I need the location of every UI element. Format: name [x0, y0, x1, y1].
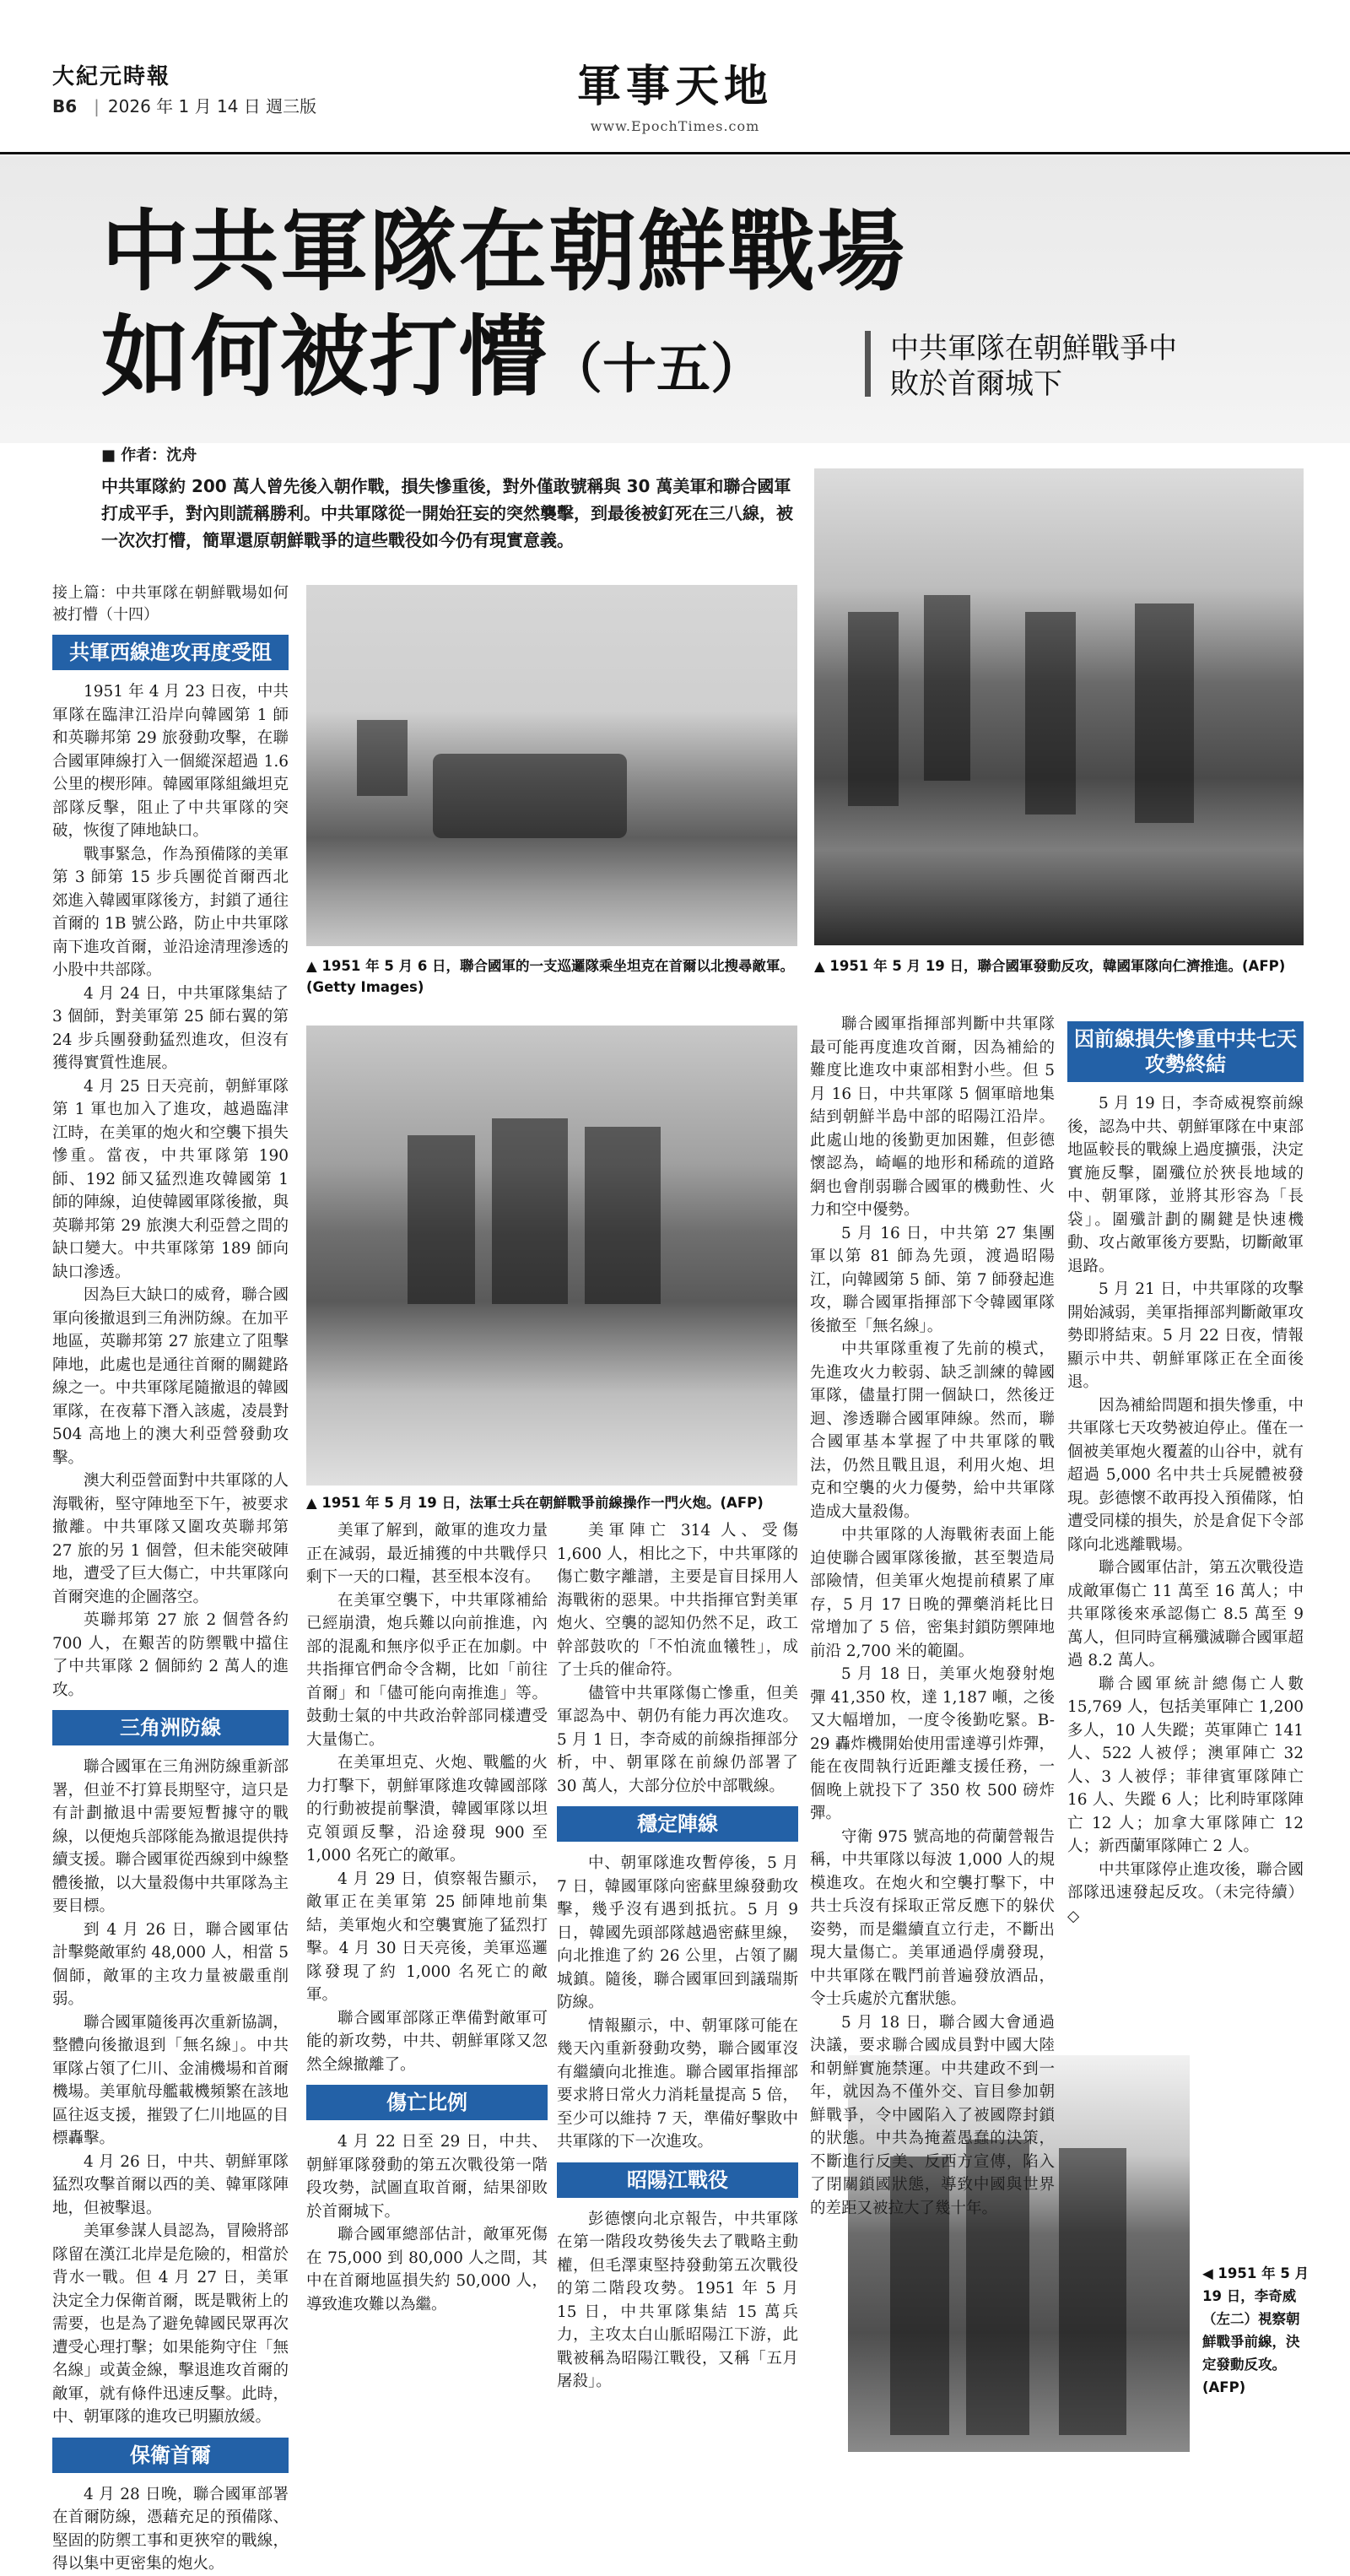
section-heading: 三角洲防線: [52, 1710, 289, 1745]
caption-tank-patrol: ▲ 1951 年 5 月 6 日，聯合國軍的一支巡邏隊乘坐坦克在首爾以北搜尋敵軍。(Getty Images): [306, 958, 795, 995]
paragraph: 英聯邦第 27 旅 2 個營各約 700 人，在艱苦的防禦戰中擋住了中共軍隊 2 個師約 2 萬人的進攻。: [52, 1611, 289, 1699]
paragraph: 4 月 28 日晚，聯合國軍部署在首爾防線，憑藉充足的預備隊、堅固的防禦工事和更狹窄的戰線，得以集中更密集的炮火。: [52, 2485, 289, 2573]
paragraph: 守衛 975 號高地的荷蘭營報告稱，中共軍隊以每波 1,000 人的規模進攻。在炮火和空襲打擊下，中共士兵沒有採取正常反應下的躲伏姿勢，而是繼續直立行走，不斷出現大量傷亡。美軍通過俘虜發現，中共軍隊在戰鬥前普遍發放酒品，令士兵處於亢奮狀態。: [810, 1827, 1055, 2008]
paragraph: 聯合國軍統計總傷亡人數 15,769 人，包括美軍陣亡 1,200 多人，10 人失蹤；英軍陣亡 141 人、522 人被俘；澳軍陣亡 32 人、3 人被俘；菲律賓軍隊陣亡 16 人、失蹤 6 人；比利時軍隊陣亡 12 人；加拿大軍隊陣亡 12 人；新西蘭軍隊陣亡 2 人。: [1067, 1675, 1304, 1855]
section-heading: 傷亡比例: [306, 2085, 548, 2120]
column-5: [1067, 1013, 1304, 1928]
paragraph: 4 月 29 日，偵察報告顯示，敵軍正在美軍第 25 師陣地前集結，美軍炮火和空襲實施了猛烈打擊。4 月 30 日天亮後，美軍巡邏隊發現了約 1,000 名死亡的敵軍。: [306, 1870, 548, 2004]
section-heading: 保衛首爾: [52, 2438, 289, 2473]
installment-number: （十五）: [548, 338, 765, 401]
paragraph: 中共軍隊的人海戰術表面上能迫使聯合國軍隊後撤，甚至製造局部險情，但美軍火炮提前積累了庫存，5 月 17 日晚的彈藥消耗比日常增加了 5 倍，密集封鎖防禦陣地前沿 2,700 米的範圍。: [810, 1526, 1055, 1660]
paragraph: 4 月 25 日天亮前，朝鮮軍隊第 1 軍也加入了進攻，越過臨津江時，在美軍的炮火和空襲下損失慘重。當夜，中共軍隊第 190 師、192 師又猛烈進攻韓國第 1 師的陣線，迫使韓國軍隊後撤，與英聯邦第 29 旅澳大利亞營之間的缺口變大。中共軍隊第 189 師向缺口滲透。: [52, 1077, 289, 1281]
paragraph: 5 月 18 日，聯合國大會通過決議，要求聯合國成員對中國大陸和朝鮮實施禁運。中共建政不到一年，就因為不僅外交、盲目參加朝鮮戰爭，令中國陷入了被國際封鎖的狀態。中共為掩蓋愚蠢的決策，不斷進行反美、反西方宣傳，陷入了閉關鎖國狀態，導致中國與世界的差距又被拉大了幾十年。: [810, 2013, 1055, 2217]
paragraph: 聯合國軍總部估計，敵軍死傷在 75,000 到 80,000 人之間，其中在首爾地區損失約 50,000 人，導致進攻難以為繼。: [306, 2226, 548, 2314]
paragraph: 在美軍坦克、火炮、戰艦的火力打擊下，朝鮮軍隊進攻韓國部隊的行動被提前擊潰，韓國軍隊以坦克領頭反擊，沿途發現 900 至 1,000 名死亡的敵軍。: [306, 1754, 548, 1864]
paragraph: 5 月 21 日，中共軍隊的攻擊開始減弱，美軍指揮部判斷敵軍攻勢即將結束。5 月 22 日夜，情報顯示中共、朝鮮軍隊正在全面後退。: [1067, 1280, 1304, 1391]
section-heading: 昭陽江戰役: [557, 2162, 798, 2198]
headline-line-2: [101, 304, 906, 422]
headline-line-2-text: 如何被打懵: [101, 305, 549, 409]
paragraph: 美軍參謀人員認為，冒險將部隊留在漢江北岸是危險的，相當於背水一戰。但 4 月 27 日，美軍決定全力保衛首爾，既是戰術上的需要，也是為了避免韓國民眾再次遭受心理打擊；如果能夠守住「無名線」或黃金線，擊退進攻首爾的敵軍，就有條件迅速反擊。此時，中、朝軍隊的進攻已明顯放緩。: [52, 2222, 289, 2426]
subhead-accent-bar: [865, 331, 871, 397]
lead-paragraph: 中共軍隊約 200 萬人曾先後入朝作戰，損失慘重後，對外僅敢號稱與 30 萬美軍和聯合國軍打成平手，對內則謊稱勝利。中共軍隊從一開始狂妄的突然襲擊，到最後被釘死在三八線，被一次次打懵，簡單還原朝鮮戰爭的這些戰役如今仍有現實意義。: [101, 476, 793, 550]
column-1: [52, 582, 289, 2576]
paragraph: 中、朝軍隊進攻暫停後，5 月 7 日，韓國軍隊向密蘇里線發動攻擊，幾乎沒有遇到抵抗。5 月 9 日，韓國先頭部隊越過密蘇里線，向北推進了約 26 公里，占領了關城鎮。隨後，聯合國軍回到議瑞斯防線。: [557, 1854, 798, 2011]
photo-troops-marching: [814, 468, 1304, 945]
section-heading: 共軍西線進攻再度受阻: [52, 635, 289, 670]
caption-ridgway-officers: ◀ 1951 年 5 月 19 日，李奇威（左二）視察朝鮮戰爭前線，決定發動反攻。(AFP): [1202, 2265, 1310, 2395]
section-title: 軍事天地: [576, 62, 773, 112]
separator: |: [94, 96, 100, 116]
paragraph: 美軍了解到，敵軍的進攻力量正在減弱，最近捕獲的中共戰俘只剩下一天的口糧，甚至根本沒有。: [306, 1522, 548, 1586]
paragraph: 情報顯示，中、朝軍隊可能在幾天內重新發動攻勢，聯合國軍沒有繼續向北推進。聯合國軍指揮部要求將日常火力消耗量提高 5 倍，至少可以維持 7 天，準備好擊敗中共軍隊的下一次進攻。: [557, 2016, 798, 2151]
author-byline: ■ 作者：沈舟: [101, 446, 197, 464]
paragraph: 到 4 月 26 日，聯合國軍估計擊斃敵軍約 48,000 人，相當 5 個師，敵軍的主攻力量被嚴重削弱。: [52, 1920, 289, 2008]
paragraph: 1951 年 4 月 23 日夜，中共軍隊在臨津江沿岸向韓國第 1 師和英聯邦第 29 旅發動攻擊，在聯合國軍陣線打入一個縱深超過 1.6 公里的楔形陣。韓國軍隊組織坦克部隊反擊，阻止了中共軍隊的突破，恢復了陣地缺口。: [52, 683, 289, 840]
paragraph: 戰事緊急，作為預備隊的美軍第 3 師第 15 步兵團從首爾西北郊進入韓國軍隊後方，封鎖了通往首爾的 1B 號公路，防止中共軍隊南下進攻首爾，並沿途清理滲透的小股中共部隊。: [52, 845, 289, 979]
paragraph: 儘管中共軍隊傷亡慘重，但美軍認為中、朝仍有能力再次進攻。5 月 1 日，李奇威的前線指揮部分析，中、朝軍隊在前線仍部署了 30 萬人，大部分位於中部戰線。: [557, 1684, 798, 1795]
newspaper-logo: 大紀元時報: [52, 64, 171, 89]
headline-line-1: 中共軍隊在朝鮮戰場: [101, 199, 907, 303]
photo-tank-patrol: [306, 585, 797, 946]
paragraph: 聯合國軍部隊正準備對敵軍可能的新攻勢，中共、朝鮮軍隊又忽然全線撤離了。: [306, 2009, 548, 2074]
issue-date: 2026 年 1 月 14 日 週三版: [107, 96, 317, 116]
paragraph: 聯合國軍估計，第五次戰役造成敵軍傷亡 11 萬至 16 萬人；中共軍隊後來承認傷亡 8.5 萬至 9 萬人，但同時宣稱殲滅聯合國軍超過 8.2 萬人。: [1067, 1559, 1304, 1670]
paragraph: 4 月 24 日，中共軍隊集結了 3 個師，對美軍第 25 師右翼的第 24 步兵團發動猛烈進攻，但沒有獲得實質性進展。: [52, 984, 289, 1072]
paragraph: 5 月 18 日，美軍火炮發射炮彈 41,350 枚，達 1,187 噸，之後又大幅增加，一度令後勤吃緊。B-29 轟炸機開始使用雷達導引炸彈，能在夜間執行近距離支援任務，一個晚上就投下了 350 枚 500 磅炸彈。: [810, 1665, 1055, 1822]
page-number: B6: [52, 96, 78, 116]
paragraph: 因為補給問題和損失慘重，中共軍隊七天攻勢被迫停止。僅在一個被美軍炮火覆蓋的山谷中，就有超過 5,000 名中共士兵屍體被發現。彭德懷不敢再投入預備隊，怕遭受同樣的損失，於是倉促下令部隊向北逃離戰場。: [1067, 1396, 1304, 1554]
paragraph: 美軍陣亡 314 人、受傷 1,600 人，相比之下，中共軍隊的傷亡數字離譜，主要是盲目採用人海戰術的惡果。中共指揮官對美軍炮火、空襲的認知仍然不足，政工幹部鼓吹的「不怕流血犧牲」，成了士兵的催命符。: [557, 1522, 798, 1679]
column-2: [306, 1519, 548, 2316]
section-heading: 因前線損失慘重中共七天攻勢終結: [1067, 1021, 1304, 1082]
subhead-line-2: 敗於首爾城下: [890, 367, 1062, 401]
photo-mortar-crew: [306, 1026, 797, 1486]
site-url[interactable]: www.EpochTimes.com: [590, 118, 760, 134]
paragraph: 4 月 22 日至 29 日，中共、朝鮮軍隊發動的第五次戰役第一階段攻勢，試圖直取首爾，結果卻敗於首爾城下。: [306, 2133, 548, 2221]
paragraph: 中共軍隊重複了先前的模式，先進攻火力較弱、缺乏訓練的韓國軍隊，儘量打開一個缺口，然後迂迴、滲透聯合國軍陣線。然而，聯合國軍基本掌握了中共軍隊的戰法，仍然且戰且退，利用火炮、坦克和空襲的火力優勢，給中共軍隊造成大量殺傷。: [810, 1340, 1055, 1521]
subhead-line-1: 中共軍隊在朝鮮戰爭中: [890, 332, 1177, 365]
masthead-rule: [0, 152, 1350, 154]
paragraph: 彭德懷向北京報告，中共軍隊在第一階段攻勢後失去了戰略主動權，但毛澤東堅持發動第五次戰役的第二階段攻勢。1951 年 5 月 15 日，中共軍隊集結 15 萬兵力，主攻太白山脈昭陽江下游，此戰被稱為昭陽江戰役，又稱「五月屠殺」。: [557, 2210, 798, 2390]
paragraph: 因為巨大缺口的威脅，聯合國軍向後撤退到三角洲防線。在加平地區，英聯邦第 27 旅建立了阻擊陣地，此處也是通往首爾的關鍵路線之一。中共軍隊尾隨撤退的韓國軍隊，在夜幕下潛入該處，凌晨對 504 高地上的澳大利亞營發動攻擊。: [52, 1286, 289, 1467]
caption-mortar-crew: ▲ 1951 年 5 月 19 日，法軍士兵在朝鮮戰爭前線操作一門火炮。(AFP): [306, 1495, 764, 1511]
caption-troops-marching: ▲ 1951 年 5 月 19 日，聯合國軍發動反攻，韓國軍隊向仁濟推進。(AFP): [814, 958, 1286, 974]
paragraph: 澳大利亞營面對中共軍隊的人海戰術，堅守陣地至下午，被要求撤離。中共軍隊又圍攻英聯邦第 27 旅的另 1 個營，但未能突破陣地，遭受了巨大傷亡，中共軍隊向首爾突進的企圖落空。: [52, 1472, 289, 1606]
article-subhead: [890, 331, 1177, 402]
paragraph: 5 月 16 日，中共第 27 集團軍以第 81 師為先頭，渡過昭陽江，向韓國第 5 師、第 7 師發起進攻，聯合國軍指揮部下令韓國軍隊後撤至「無名線」。: [810, 1224, 1055, 1335]
column-3: [557, 1519, 798, 2394]
paragraph: 5 月 19 日，李奇威視察前線後，認為中共、朝鮮軍隊在中東部地區較長的戰線上過度擴張，決定實施反擊，圍殲位於狹長地域的中、朝軍隊，並將其形容為「長袋」。圍殲計劃的關鍵是快速機動、攻占敵軍後方要點，切斷敵軍退路。: [1067, 1095, 1304, 1275]
column-4: [810, 1013, 1055, 2220]
paragraph: 在美軍空襲下，中共軍隊補給已經崩潰，炮兵難以向前推進，內部的混亂和無序似乎正在加劇。中共指揮官們命令含糊，比如「前往首爾」和「儘可能向南推進」等。鼓動士氣的中共政治幹部同樣遭受大量傷亡。: [306, 1591, 548, 1749]
paragraph: 聯合國軍指揮部判斷中共軍隊最可能再度進攻首爾，因為補給的難度比進攻中東部相對小些。但 5 月 16 日，中共軍隊 5 個軍暗地集結到朝鮮半島中部的昭陽江沿岸。此處山地的後勤更加困難，但彭德懷認為，崎嶇的地形和稀疏的道路網也會削弱聯合國軍的機動性、火力和空中優勢。: [810, 1015, 1055, 1219]
paragraph: 聯合國軍在三角洲防線重新部署，但並不打算長期堅守，這只是有計劃撤退中需要短暫據守的戰線，以便炮兵部隊能為撤退提供持續支援。聯合國軍從西線到中線整體後撤，以大量殺傷中共軍隊為主要目標。: [52, 1758, 289, 1915]
paragraph: 中共軍隊停止進攻後，聯合國部隊迅速發起反攻。（未完待續）◇: [1067, 1860, 1304, 1925]
paragraph: 聯合國軍隨後再次重新協調，整體向後撤退到「無名線」。中共軍隊占領了仁川、金浦機場和首爾機場。美軍航母艦載機頻繁在該地區往返支援，摧毀了仁川地區的目標轟擊。: [52, 2013, 289, 2147]
previous-installment-link[interactable]: 接上篇：中共軍隊在朝鮮戰場如何被打懵（十四）: [52, 584, 289, 624]
paragraph: 4 月 26 日，中共、朝鮮軍隊猛烈攻擊首爾以西的美、韓軍隊陣地，但被擊退。: [52, 2152, 289, 2217]
section-heading: 穩定陣線: [557, 1806, 798, 1842]
article-headline: [101, 198, 906, 422]
